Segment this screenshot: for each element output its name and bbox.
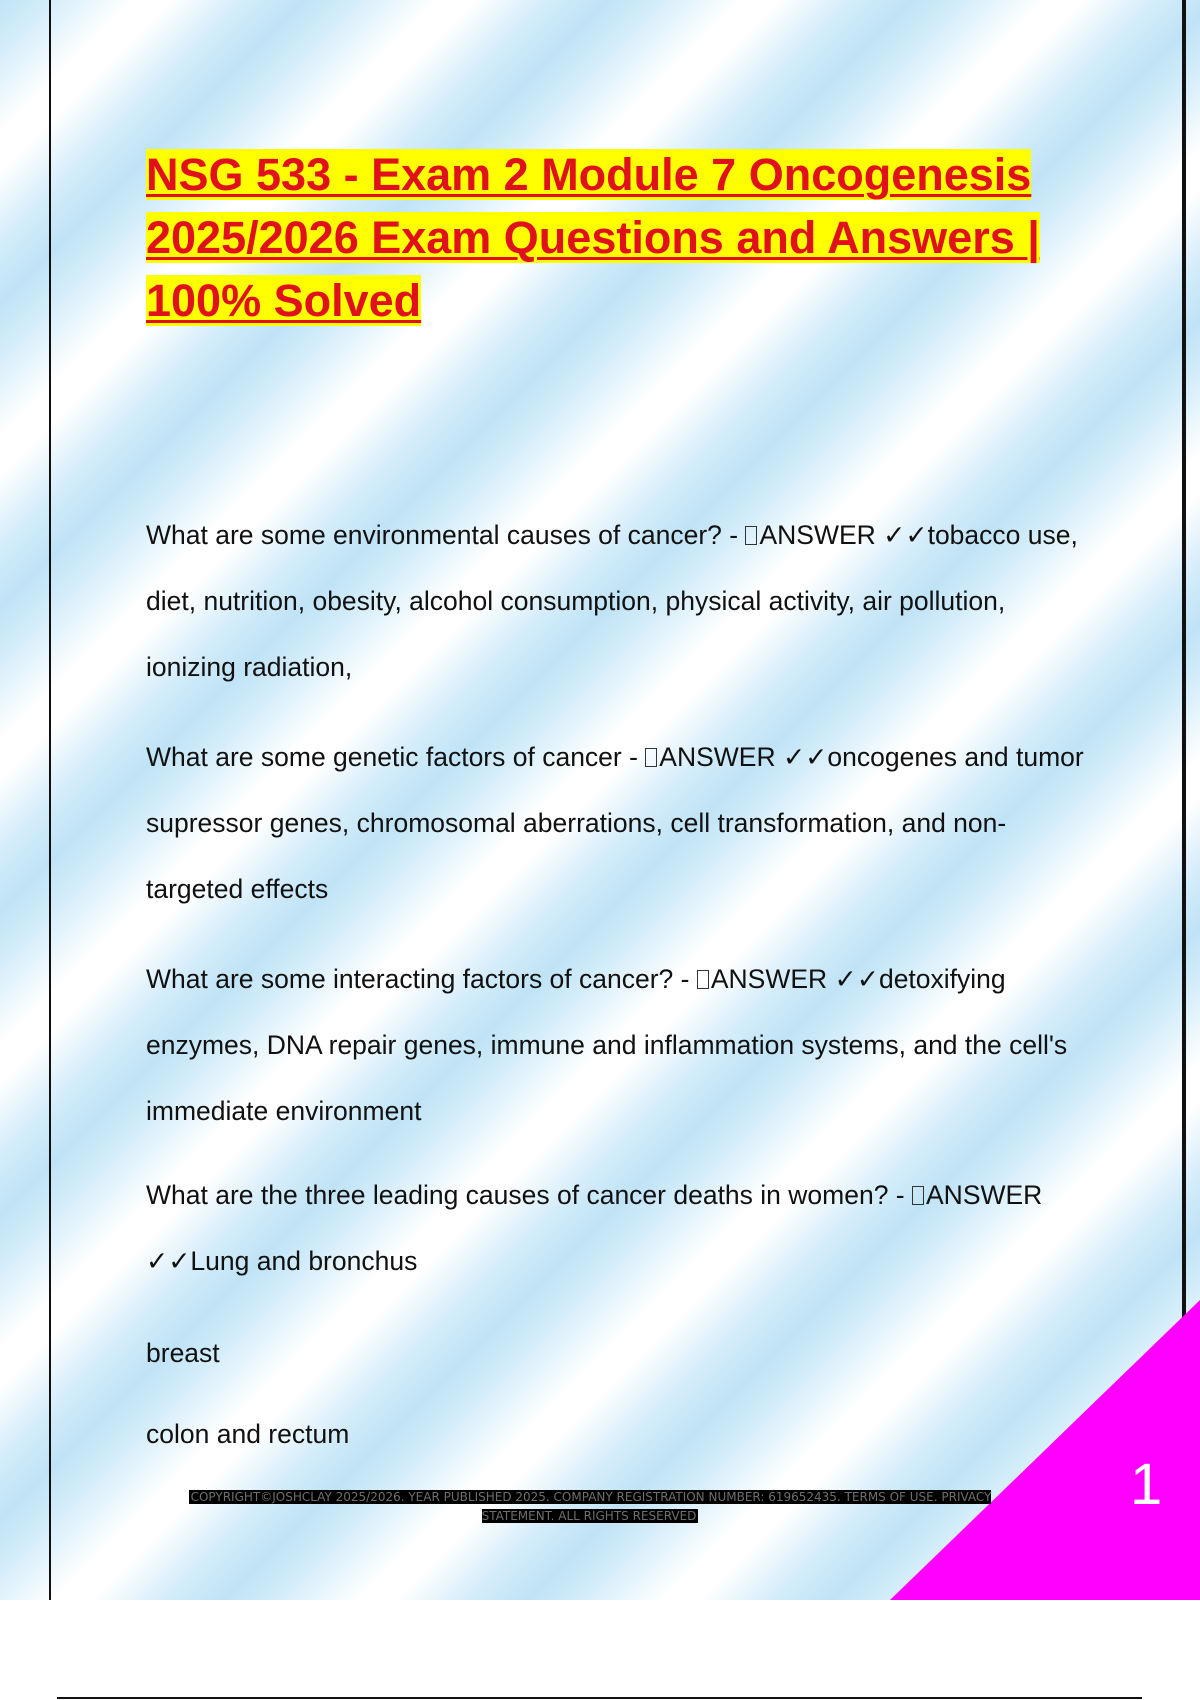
replacement-box-icon	[745, 526, 757, 545]
answer-continuation-line: colon and rectum	[146, 1419, 350, 1449]
left-border-rule	[49, 0, 51, 1600]
bottom-divider-rule	[57, 1697, 1142, 1699]
replacement-box-icon	[645, 748, 657, 767]
qa-item: What are some interacting factors of cancer? - ANSWER ✓✓detoxifying enzymes, DNA repair genes, immune and inflammation systems, and the cell's immediate environment	[146, 964, 1068, 1126]
qa-item: What are some genetic factors of cancer - ANSWER ✓✓oncogenes and tumor supressor genes, chromosomal aberrations, cell transformation, and non-targeted effects	[146, 742, 1084, 904]
qa-item: What are some environmental causes of cancer? - ANSWER ✓✓tobacco use, diet, nutrition, obesity, alcohol consumption, physical activity, air pollution, ionizing radiation,	[146, 520, 1078, 682]
replacement-box-icon	[912, 1186, 924, 1205]
qa-item: What are the three leading causes of cancer deaths in women? - ANSWER ✓✓Lung and bronchus	[146, 1180, 1043, 1276]
page-number: 1	[1130, 1452, 1163, 1517]
document-title: NSG 533 - Exam 2 Module 7 Oncogenesis 2025/2026 Exam Questions and Answers | 100% Solved	[146, 149, 1040, 326]
answer-continuation-line: breast	[146, 1338, 220, 1368]
replacement-box-icon	[697, 970, 709, 989]
copyright-notice: COPYRIGHT©JOSHCLAY 2025/2026. YEAR PUBLISHED 2025. COMPANY REGISTRATION NUMBER: 619652435. TERMS OF USE. PRIVACY STATEMENT. ALL RIGHTS RESERVED	[190, 1490, 992, 1523]
